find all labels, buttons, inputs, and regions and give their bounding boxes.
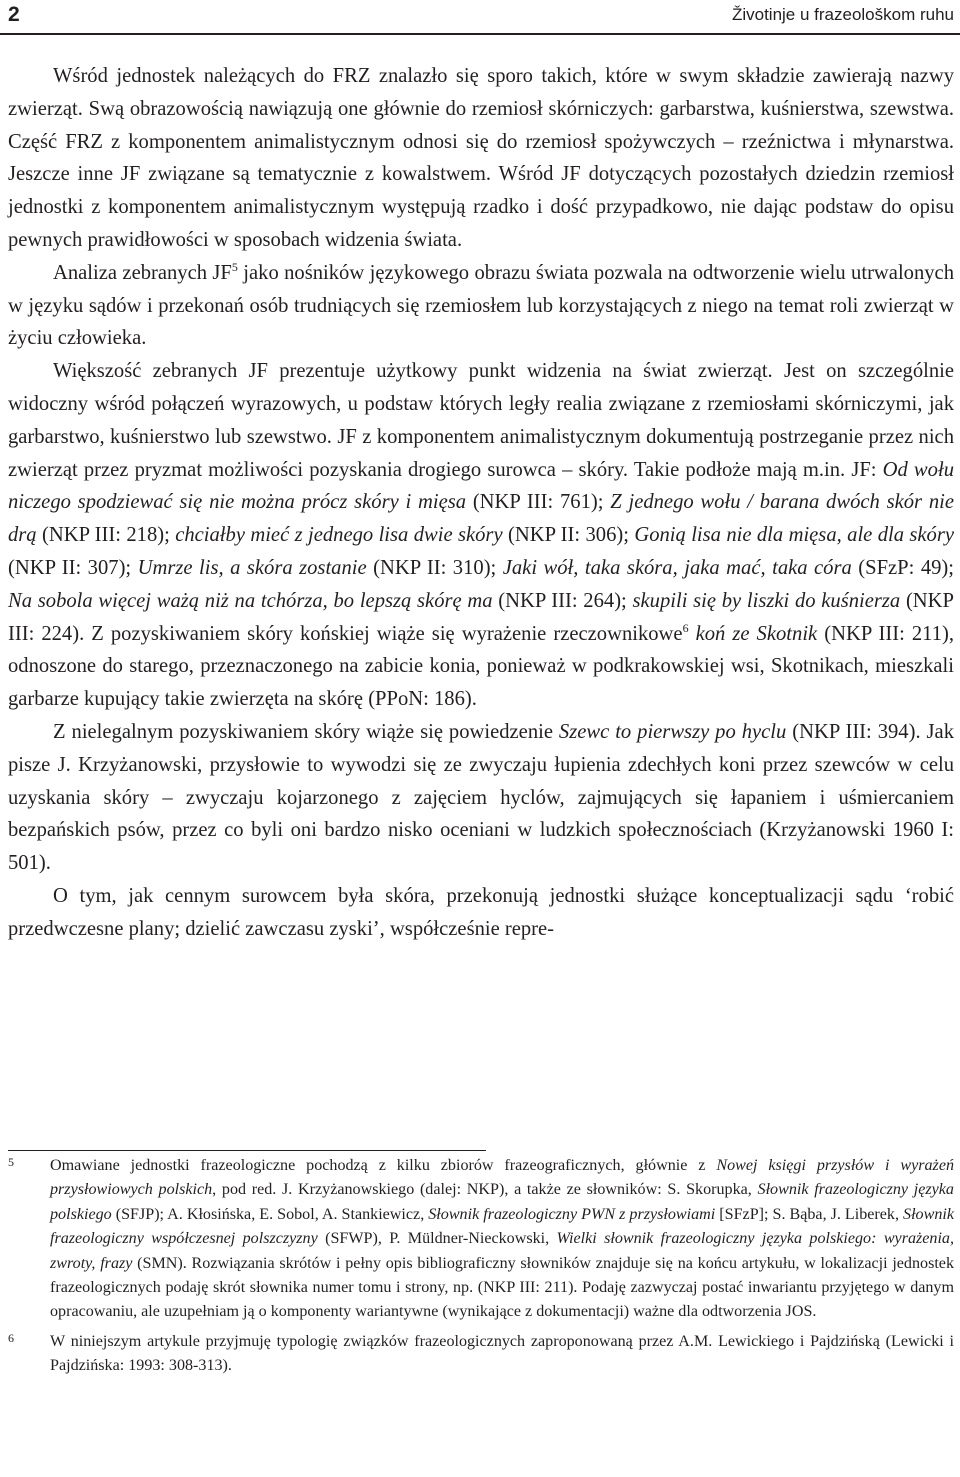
italic-phrase: Jaki wół, taka skóra, jaka mać, taka córa bbox=[502, 556, 852, 579]
text-run: , pod red. J. Krzyżanowskiego (dalej: NKP), a także ze słowników: S. Skorupka, bbox=[212, 1181, 758, 1199]
text-run: Większość zebranych JF prezentuje użytkowy punkt widzenia na świat zwierząt. Jest on szczególnie widoczny wśród połączeń wyrazowych, u podstaw których legły realia związane z rzemiosłami skórniczymi, jak garbarstwo, kuśnierstwo lub szewstwo. JF z komponentem animalistycznym dokumentują postrzeganie przez nich zwierząt przez pryzmat możliwości pozyskania drogiego surowca – skóry. Takie podłoże mają m.in. JF: bbox=[8, 360, 954, 481]
text-run: (SMN). Rozwiązania skrótów i pełny opis bibliograficzny słowników znajduje się na końcu artykułu, w lokalizacji jednostek frazeologicznych podaję skrót słownika numer tomu i strony, np. (NKP III: 211). Podaję zazwyczaj postać inwariantu przyjętego w danym opracowaniu, ale uzupełniam ją o komponenty wariantywne (wynikające z dokumentacji) ważne dla odtworzenia JOS. bbox=[50, 1254, 954, 1321]
text-run: Omawiane jednostki frazeologiczne pochodzą z kilku zbiorów frazeograficznych, głównie z bbox=[50, 1157, 717, 1174]
italic-phrase: Umrze lis, a skóra zostanie bbox=[137, 556, 367, 579]
text-run: (NKP III: 761); bbox=[466, 491, 611, 514]
footnote-reference: 6 bbox=[682, 620, 689, 635]
text-run: Wśród jednostek należących do FRZ znalazło się sporo takich, które w swym składzie zawierają nazwy zwierząt. Swą obrazowością nawiązują one głównie do rzemiosł skórniczych: garbarstwa, kuśnierstwa, szewstwa. Część FRZ z komponentem animalistycznym odnosi się do rzemiosł spożywczych – rzeźnictwa i młynarstwa. Jeszcze inne JF związane są tematycznie z kowalstwem. Wśród JF dotyczących pozostałych dziedzin rzemiosł jednostki z komponentem animalistycznym występują rzadko i dość przypadkowo, nie dając podstaw do opisu pewnych prawidłowości w sposobach widzenia świata. bbox=[8, 65, 954, 251]
text-run: W niniejszym artykule przyjmuję typologię związków frazeologicznych zaproponowaną przez A.M. Lewickiego i Pajdzińską (Lewicki i Pajdzińska: 1993: 308-313). bbox=[50, 1332, 954, 1375]
text-run: (NKP II: 306); bbox=[502, 524, 635, 547]
running-head: Životinje u frazeološkom ruhu bbox=[731, 5, 954, 24]
footnote-mark: 5 bbox=[8, 1155, 14, 1169]
text-run: (NKP II: 307); bbox=[8, 556, 138, 579]
italic-phrase: koń ze Skotnik bbox=[695, 622, 818, 645]
footnote-mark: 6 bbox=[8, 1330, 14, 1345]
italic-phrase: Od wołu niczego spodziewać się nie można prócz skóry i mięsa bbox=[8, 458, 954, 514]
italic-phrase: Na sobola więcej ważą niż na tchórza, bo lepszą skórę ma bbox=[8, 589, 493, 612]
italic-phrase: Słownik frazeologiczny języka polskiego bbox=[50, 1181, 954, 1223]
footnote bbox=[8, 1330, 954, 1379]
text-run: Z nielegalnym pozyskiwaniem skóry wiąże się powiedzenie bbox=[53, 720, 559, 743]
italic-phrase: Szewc to pierwszy po hyclu bbox=[558, 720, 787, 743]
footnote-text bbox=[50, 1333, 954, 1374]
text-run: (NKP III: 211), odnoszone do starego, przeznaczonego na zabicie konia, ponieważ w podkrakowskiej wsi, Skotnikach, mieszkali garbarze kupujący takie zwierzęta na skórę (PPoN: 186). bbox=[8, 622, 954, 711]
italic-phrase: Słownik frazeologiczny PWN z przysłowiami bbox=[428, 1205, 716, 1223]
italic-phrase: Słownik frazeologiczny współczesnej polszczyzny bbox=[50, 1205, 954, 1248]
paragraph bbox=[8, 355, 954, 716]
italic-phrase: Z jednego wołu / barana dwóch skór nie drą bbox=[8, 491, 954, 547]
footnotes bbox=[8, 1154, 954, 1384]
footnote-divider bbox=[8, 1150, 486, 1151]
paragraph bbox=[8, 60, 954, 257]
footnote-reference: 5 bbox=[231, 259, 238, 274]
text-run: [SFzP]; S. Bąba, J. Liberek, bbox=[715, 1205, 904, 1223]
main-text bbox=[8, 60, 954, 946]
text-run: Analiza zebranych JF bbox=[53, 261, 232, 284]
footnote bbox=[8, 1154, 954, 1325]
text-run: (NKP III: 394). Jak pisze J. Krzyżanowski, przysłowie to wywodzi się ze zwyczaju łupienia zdechłych koni przez szewców w celu uzyskania skóry – zwyczaju kojarzonego z zajęciem hyclów, zajmujących się łapaniem i uśmiercaniem bezpańskich psów, przez co byli oni bardzo nisko oceniani w ludzkich społecznościach (Krzyżanowski 1960 I: 501). bbox=[8, 720, 954, 875]
text-run: (SFJP); A. Kłosińska, E. Sobol, A. Stankiewicz, bbox=[111, 1205, 429, 1223]
text-run: O tym, jak cennym surowcem była skóra, przekonują jednostki służące konceptualizacji sądu ‘robić przedwczesne plany; dzielić zawczasu zyski’, współcześnie repre- bbox=[8, 884, 954, 940]
text-run: (SFzP: 49); bbox=[851, 556, 954, 579]
text-run bbox=[689, 623, 696, 645]
italic-phrase: Wielki słownik frazeologiczny języka polskiego: wyrażenia, zwroty, frazy bbox=[50, 1230, 954, 1272]
italic-phrase: Gonią lisa nie dla mięsa, ale dla skóry bbox=[634, 524, 954, 547]
text-run: (NKP II: 310); bbox=[366, 556, 503, 579]
paragraph bbox=[8, 716, 954, 880]
text-run: (NKP III: 218); bbox=[36, 524, 176, 547]
italic-phrase: Nowej księgi przysłów i wyrażeń przysłowiowych polskich bbox=[50, 1157, 955, 1199]
text-run: (SFWP), P. Müldner-Nieckowski, bbox=[317, 1230, 557, 1248]
footnote-text bbox=[50, 1157, 954, 1320]
italic-phrase: skupili się by liszki do kuśnierza bbox=[632, 589, 901, 612]
text-run: jako nośników językowego obrazu świata pozwala na odtworzenie wielu utrwalonych w języku sądów i przekonań osób trudniących się rzemiosłem lub korzystających z niego na temat roli zwierząt w życiu człowieka. bbox=[8, 261, 954, 350]
text-run: (NKP III: 224). Z pozyskiwaniem skóry końskiej wiąże się wyrażenie rzeczownikowe bbox=[8, 589, 954, 645]
page-header bbox=[0, 0, 960, 35]
paragraph bbox=[8, 880, 954, 946]
text-run: (NKP III: 264); bbox=[492, 589, 633, 612]
paragraph bbox=[8, 257, 954, 355]
page-number: 2 bbox=[8, 3, 20, 26]
italic-phrase: chciałby mieć z jednego lisa dwie skóry bbox=[175, 524, 503, 547]
